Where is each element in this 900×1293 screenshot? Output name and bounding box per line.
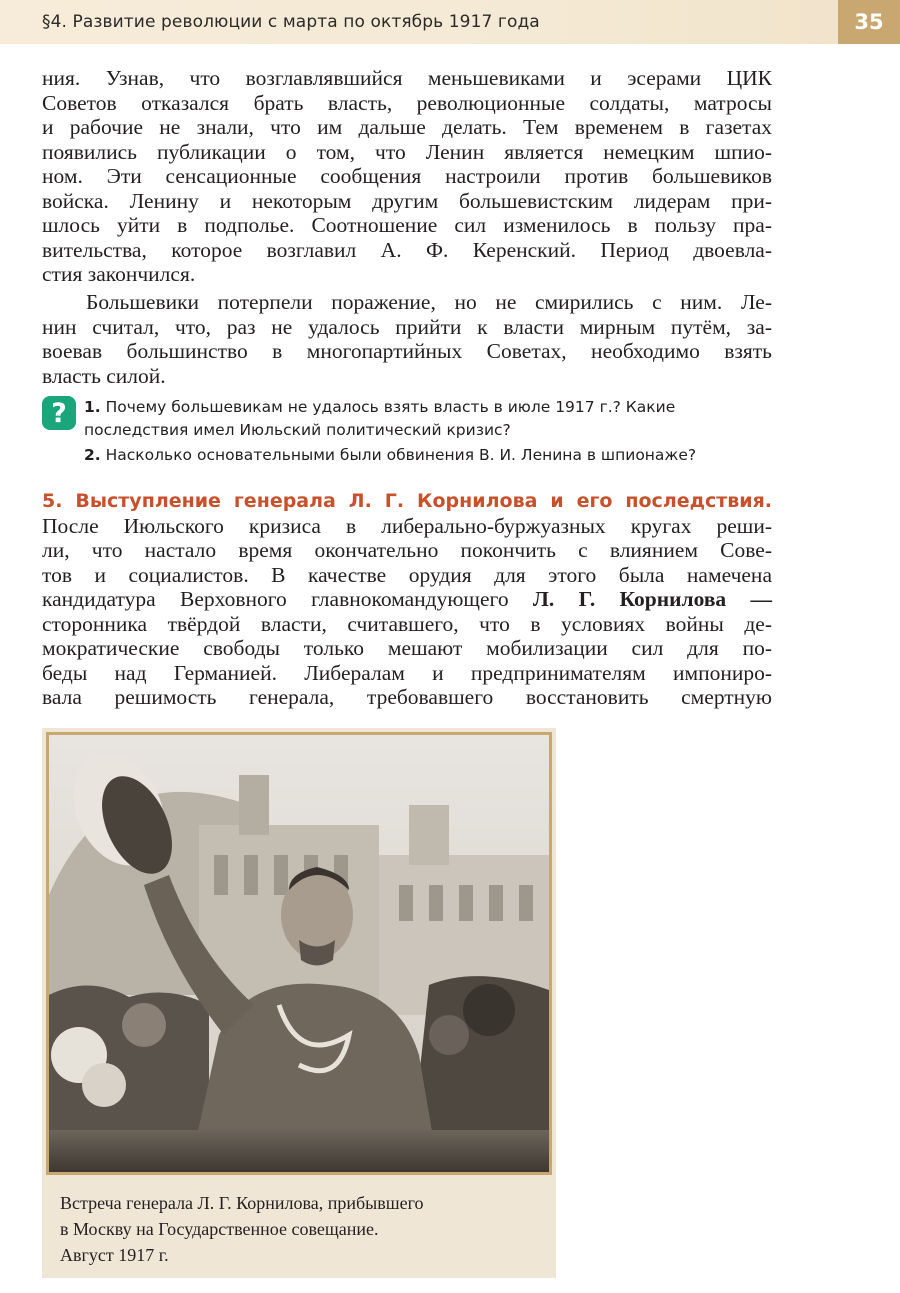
page-header	[0, 0, 900, 44]
figure-caption	[60, 1190, 540, 1268]
text-line: Советов отказался брать власть, революционные солдаты, матросы	[42, 90, 772, 115]
caption-line: Встреча генерала Л. Г. Корнилова, прибывшего	[60, 1193, 424, 1213]
chapter-title: §4. Развитие революции с марта по октябрь 1917 года	[42, 12, 540, 32]
historical-photo	[46, 732, 552, 1175]
text-line: вала решимость генерала, требовавшего восстановить смертную	[42, 685, 772, 709]
text-line: ния. Узнав, что возглавлявшийся меньшевиками и эсерами ЦИК	[42, 66, 772, 90]
text-line: ли, что настало время окончательно покончить с влиянием Сове-	[42, 538, 772, 562]
text-line: После Июльского кризиса в либерально-буржуазных кругах реши-	[42, 513, 772, 538]
page-number: 35	[838, 0, 900, 44]
text-line: тов и социалистов. В качестве орудия для этого была намечена	[42, 562, 772, 587]
question-item	[42, 396, 782, 419]
photo-illustration	[49, 735, 549, 1172]
text-line: беды над Германией. Либералам и предпринимателям импониро-	[42, 660, 772, 685]
section-5	[42, 489, 772, 710]
text-line: и рабочие не знали, что им дальше делать. Тем временем в газетах	[42, 115, 772, 139]
text-line: нин считал, что, раз не удалось прийти к власти мирным путём, за-	[42, 314, 772, 339]
question-text: Насколько основательными были обвинения В. И. Ленина в шпионаже?	[105, 446, 697, 464]
text-line: власть силой.	[42, 363, 166, 388]
text-line: шлось уйти в подполье. Соотношение сил изменилось в пользу пра-	[42, 213, 772, 237]
text-line: Большевики потерпели поражение, но не смирились с ним. Ле-	[86, 290, 772, 314]
text-line: мократические свободы только мешают мобилизации сил для по-	[42, 636, 772, 660]
review-questions	[42, 396, 782, 467]
text-line: появились публикации о том, что Ленин является немецким шпио-	[42, 139, 772, 164]
question-number: 1.	[84, 398, 101, 416]
text-line-with-bold	[42, 587, 772, 612]
text-line: войска. Ленину и некоторым другим большевистским лидерам при-	[42, 188, 772, 213]
section-heading: 5. Выступление генерала Л. Г. Корнилова и его последствия.	[42, 490, 772, 512]
question-text: Почему большевикам не удалось взять власть в июле 1917 г.? Какие	[105, 398, 676, 416]
text-line: вительства, которое возглавил А. Ф. Керенский. Период двоевла-	[42, 237, 772, 262]
paragraph-2	[42, 290, 772, 388]
caption-line: Август 1917 г.	[60, 1245, 169, 1265]
paragraph-1	[42, 66, 772, 287]
text-line: ном. Эти сенсационные сообщения настроили против большевиков	[42, 164, 772, 188]
question-mark-icon: ?	[42, 396, 76, 430]
kornilov-name: Л. Г. Корнилова —	[532, 587, 772, 611]
figure	[42, 728, 556, 1278]
question-item	[42, 444, 782, 467]
text-line: воевав большинство в многопартийных Советах, необходимо взять	[42, 339, 772, 363]
text-line: стия закончился.	[42, 262, 196, 286]
text-segment: кандидатура Верховного главнокомандующего	[42, 587, 533, 611]
question-text: последствия имел Июльский политический кризис?	[84, 421, 511, 439]
text-line: сторонника твёрдой власти, считавшего, что в условиях войны де-	[42, 611, 772, 636]
question-number: 2.	[84, 446, 101, 464]
caption-line: в Москву на Государственное совещание.	[60, 1219, 379, 1239]
